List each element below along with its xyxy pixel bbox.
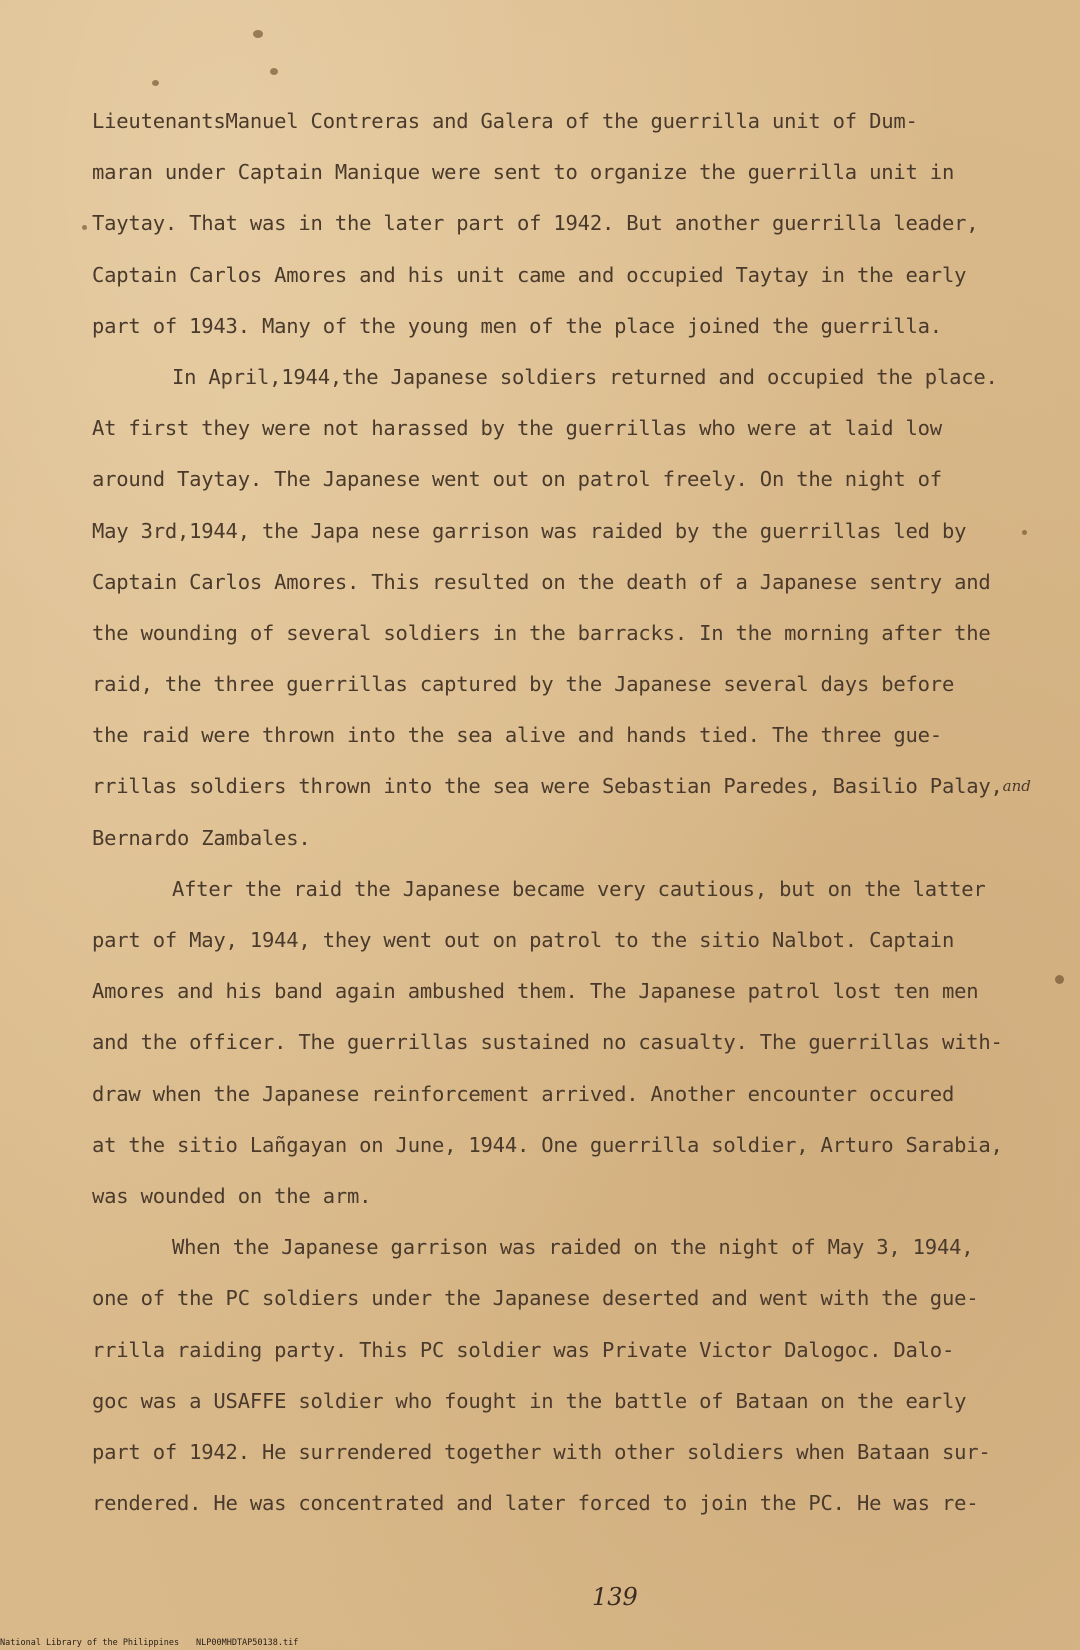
ink-blot xyxy=(1022,530,1027,535)
page-number: 139 xyxy=(592,1583,638,1611)
ink-blot xyxy=(253,30,263,38)
text-line: Bernardo Zambales. xyxy=(92,825,311,850)
text-line: At first they were not harassed by the guerrillas who were at laid low xyxy=(92,416,942,441)
handwritten-insert: and xyxy=(1002,777,1031,796)
text-line: May 3rd,1944, the Japa nese garrison was raided by the guerrillas led by xyxy=(92,518,967,543)
paragraph-start-line: After the raid the Japanese became very cautious, but on the latter xyxy=(172,876,986,901)
file-id: NLP00MHDTAP50138.tif xyxy=(196,1638,299,1648)
text-line: goc was a USAFFE soldier who fought in the battle of Bataan on the early xyxy=(92,1388,967,1413)
text-line: LieutenantsManuel Contreras and Galera of the guerrilla unit of Dum- xyxy=(92,109,918,133)
ink-blot xyxy=(82,225,87,230)
text-line: part of 1942. He surrendered together with other soldiers when Bataan sur- xyxy=(92,1439,991,1464)
text-line: rendered. He was concentrated and later forced to join the PC. He was re- xyxy=(92,1491,979,1516)
text-line: part of May, 1944, they went out on patrol to the sitio Nalbot. Captain xyxy=(92,928,955,952)
line-text: rrillas soldiers thrown into the sea were Sebastian Paredes, Basilio Palay, xyxy=(92,774,1003,799)
text-line-with-insert xyxy=(92,761,1042,812)
text-line: around Taytay. The Japanese went out on patrol freely. On the night of xyxy=(92,467,942,492)
ink-blot xyxy=(1055,975,1064,984)
text-line: the wounding of several soldiers in the barracks. In the morning after the xyxy=(92,620,991,645)
text-line: raid, the three guerrillas captured by the Japanese several days before xyxy=(92,672,955,697)
text-line: and the officer. The guerrillas sustained no casualty. The guerrillas with- xyxy=(92,1030,1003,1055)
text-line: part of 1943. Many of the young men of the place joined the guerrilla. xyxy=(92,313,942,338)
text-line: one of the PC soldiers under the Japanese deserted and went with the gue- xyxy=(92,1286,979,1311)
text-line: the raid were thrown into the sea alive and hands tied. The three gue- xyxy=(92,723,942,748)
ink-blot xyxy=(270,68,278,75)
text-line: was wounded on the arm. xyxy=(92,1183,372,1208)
text-line: draw when the Japanese reinforcement arrived. Another encounter occured xyxy=(92,1081,955,1106)
library-name: National Library of the Philippines xyxy=(0,1638,180,1648)
text-line: Taytay. That was in the later part of 1942. But another guerrilla leader, xyxy=(92,211,979,236)
archive-footer xyxy=(0,1638,1080,1650)
typewritten-text xyxy=(92,96,1042,1529)
text-line: Captain Carlos Amores and his unit came and occupied Taytay in the early xyxy=(92,262,967,287)
text-line: at the sitio Lañgayan on June, 1944. One guerrilla soldier, Arturo Sarabia, xyxy=(92,1132,1003,1157)
text-line: Captain Carlos Amores. This resulted on the death of a Japanese sentry and xyxy=(92,569,991,594)
text-line: rrilla raiding party. This PC soldier was Private Victor Dalogoc. Dalo- xyxy=(92,1337,955,1362)
paragraph-start-line: In April,1944,the Japanese soldiers returned and occupied the place. xyxy=(172,364,998,389)
paragraph-start-line: When the Japanese garrison was raided on the night of May 3, 1944, xyxy=(172,1235,974,1260)
text-line: maran under Captain Manique were sent to organize the guerrilla unit in xyxy=(92,160,955,185)
text-line: Amores and his band again ambushed them. The Japanese patrol lost ten men xyxy=(92,979,979,1004)
ink-blot xyxy=(152,80,159,86)
